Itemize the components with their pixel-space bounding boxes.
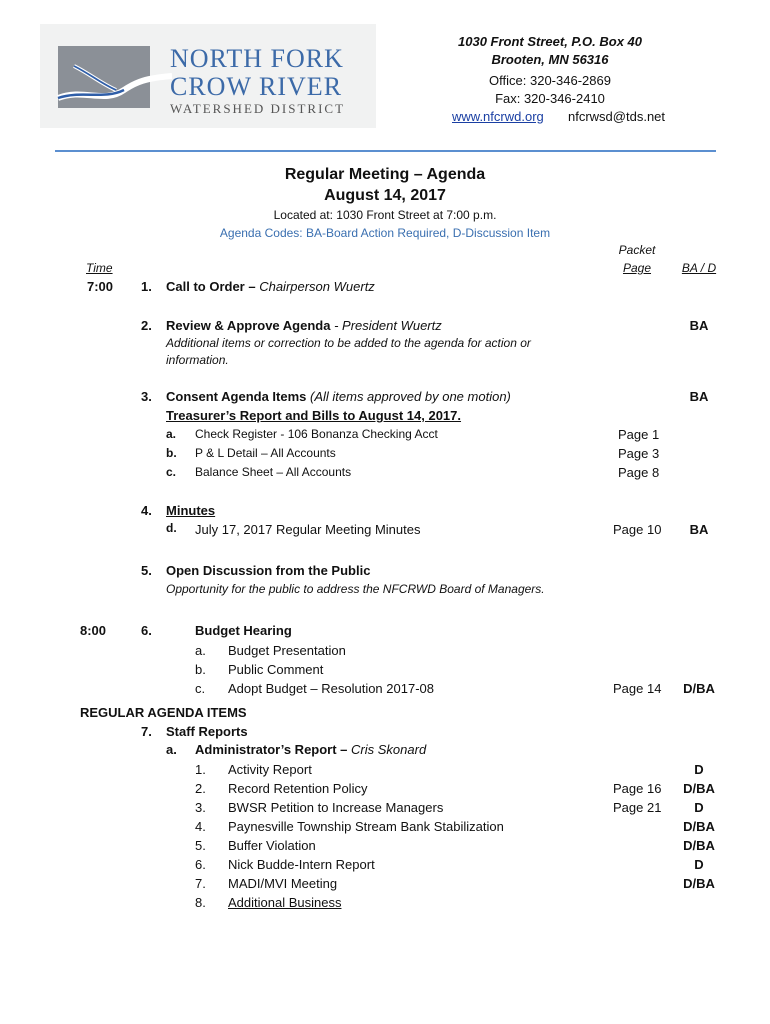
sub-item-text: Balance Sheet – All Accounts [195,465,352,479]
sub-item-text: P & L Detail – All Accounts [195,446,336,460]
report-text: Additional Business [228,895,342,910]
item-number: 5. [141,563,152,578]
report-number: 2. [195,781,206,796]
item-label: Consent Agenda Items [166,389,307,404]
agenda-item-budget-hearing: Budget Hearing [195,623,292,638]
item-code: D/BA [683,819,715,834]
item-note: information. [166,353,229,367]
sub-item-text: Public Comment [228,662,324,677]
item-person: Chairperson Wuertz [259,279,375,294]
report-number: 5. [195,838,206,853]
sub-item-letter: a. [195,643,206,658]
page-ref: Page 8 [618,465,660,480]
item-number: 2. [141,318,152,333]
sub-item-letter: a. [166,742,177,757]
sub-item-letter: d. [166,521,177,535]
sub-item-letter: b. [166,446,177,460]
address-line1: 1030 Front Street, P.O. Box 40 [458,34,642,49]
sub-item-letter: c. [195,681,206,696]
agenda-date: August 14, 2017 [324,187,446,204]
page-ref: Page 16 [613,781,662,796]
item-label: Review & Approve Agenda [166,318,331,333]
report-text: Paynesville Township Stream Bank Stabilization [228,819,504,834]
river-logo-icon [54,44,174,114]
sub-item-letter: c. [166,465,177,479]
item-code: D [694,800,704,815]
administrator-report [195,742,426,757]
page-ref: Page 10 [613,522,662,537]
item-code: D/BA [683,838,715,853]
page-ref: Page 3 [618,446,660,461]
address-line2: Brooten, MN 56316 [491,52,609,67]
agenda-item-staff-reports: Staff Reports [166,724,248,739]
item-person: Cris Skonard [351,742,427,757]
report-text: Nick Budde-Intern Report [228,857,375,872]
item-label: Call to Order – [166,279,256,294]
meeting-location: Located at: 1030 Front Street at 7:00 p.m. [273,208,497,222]
report-number: 8. [195,895,206,910]
sub-item-text: Budget Presentation [228,643,346,658]
report-text: MADI/MVI Meeting [228,876,338,891]
treasurer-report-heading: Treasurer’s Report and Bills to August 14, 2017. [166,408,462,423]
report-number: 4. [195,819,206,834]
agenda-title: Regular Meeting – Agenda [284,166,486,183]
item-note: Opportunity for the public to address the NFCRWD Board of Managers. [166,582,545,596]
sub-item-letter: a. [166,427,177,441]
report-text: Activity Report [228,762,312,777]
agenda-item-open-discussion: Open Discussion from the Public [166,563,371,578]
logo-line1: NORTH FORK [170,44,344,73]
item-code: D [694,857,704,872]
website-link[interactable]: www.nfcrwd.org [452,109,544,124]
email-address: nfcrwsd@tds.net [568,109,666,124]
agenda-item-consent [166,389,511,404]
page-ref: Page 14 [613,681,662,696]
time-slot-1: 7:00 [87,279,114,294]
item-code: D/BA [683,876,715,891]
office-phone: Office: 320-346-2869 [489,73,611,88]
report-text: Buffer Violation [228,838,316,853]
time-slot-2: 8:00 [80,623,107,638]
report-text: BWSR Petition to Increase Managers [228,800,444,815]
item-code: D [694,762,704,777]
report-number: 7. [195,876,206,891]
sub-item-text: July 17, 2017 Regular Meeting Minutes [195,522,421,537]
sub-item-text: Adopt Budget – Resolution 2017-08 [228,681,434,696]
item-code: BA [689,318,709,333]
report-number: 1. [195,762,206,777]
header-divider [55,150,716,152]
regular-agenda-heading: REGULAR AGENDA ITEMS [80,705,247,720]
item-label: Administrator’s Report – [195,742,348,757]
item-note: Additional items or correction to be added to the agenda for action or [166,336,531,350]
agenda-codes: Agenda Codes: BA-Board Action Required, D-Discussion Item [219,226,551,240]
agenda-item-approve-agenda [166,318,442,333]
logo-line3: WATERSHED DISTRICT [170,101,346,116]
item-number: 1. [141,279,152,294]
code-header: BA / D [681,261,717,275]
sub-item-text: Check Register - 106 Bonanza Checking Acct [195,427,438,441]
item-code: D/BA [683,781,715,796]
item-number: 3. [141,389,152,404]
agenda-item-minutes: Minutes [166,503,216,518]
fax-number: Fax: 320-346-2410 [495,91,605,106]
item-number: 7. [141,724,152,739]
page-header: Page [622,261,652,275]
logo-line2: CROW RIVER [170,72,343,101]
item-number: 4. [141,503,152,518]
logo [40,24,376,128]
time-header: Time [86,261,113,275]
agenda-item-call-to-order [166,279,375,294]
item-person: - President Wuertz [334,318,442,333]
packet-header: Packet [618,243,656,257]
report-number: 6. [195,857,206,872]
report-number: 3. [195,800,206,815]
sub-item-letter: b. [195,662,206,677]
report-text: Record Retention Policy [228,781,368,796]
item-note: (All items approved by one motion) [310,389,511,404]
item-number: 6. [141,623,152,638]
item-code: BA [689,522,709,537]
item-code: D/BA [683,681,715,696]
item-code: BA [689,389,709,404]
page-ref: Page 21 [613,800,662,815]
page-ref: Page 1 [618,427,660,442]
